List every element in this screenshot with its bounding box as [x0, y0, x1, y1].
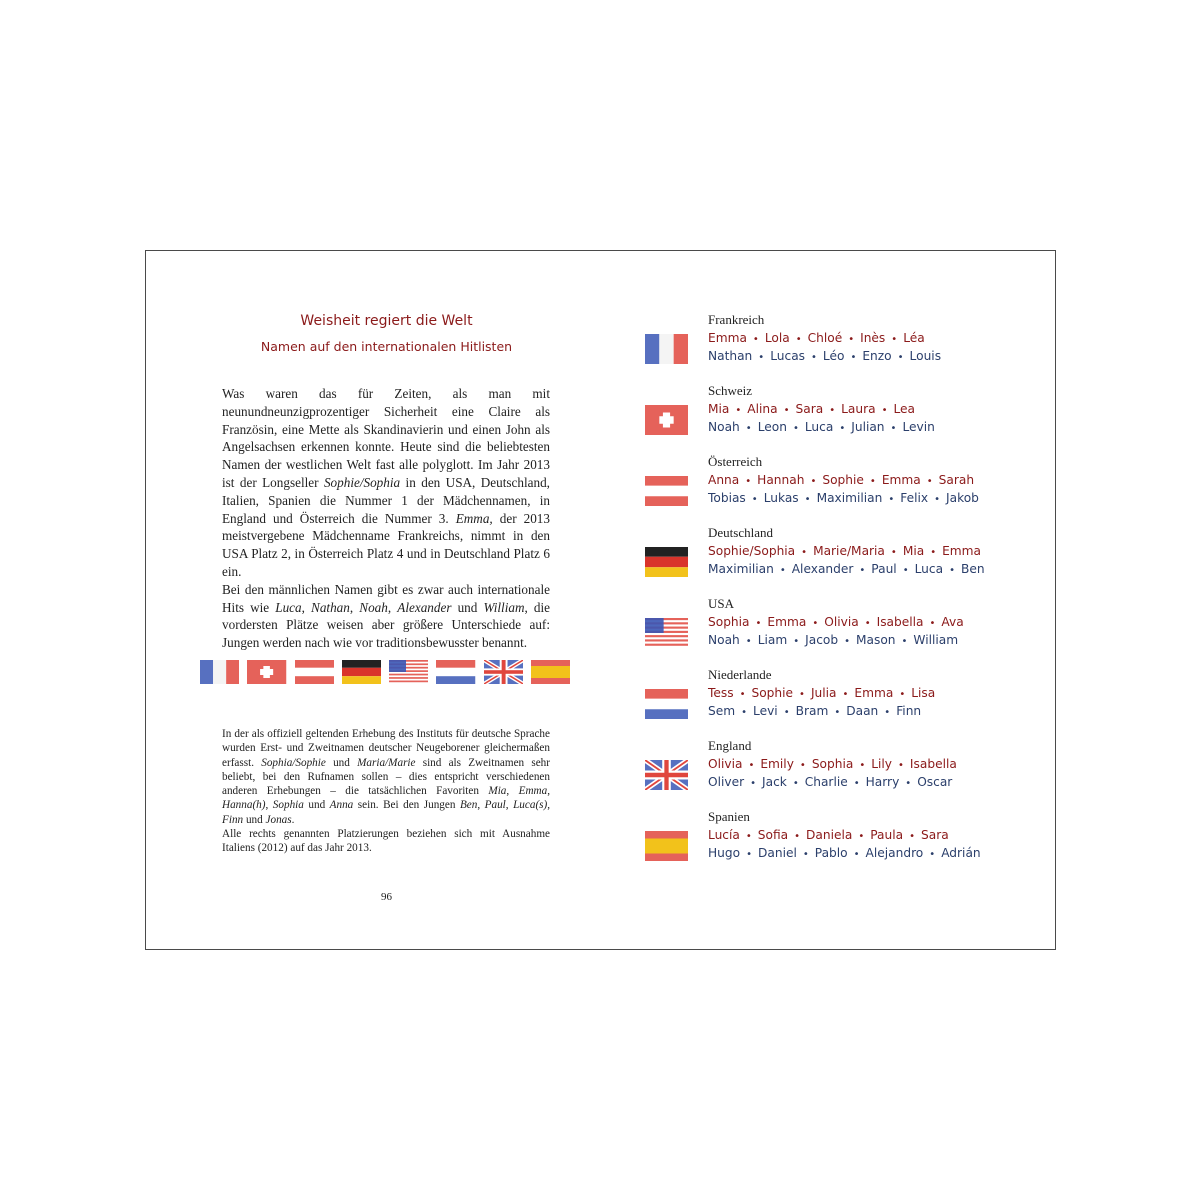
boy-name: Pablo: [814, 846, 848, 860]
separator-dot: •: [794, 831, 801, 842]
footnote-text: [222, 727, 550, 856]
girl-name: Emma: [881, 473, 921, 487]
separator-dot: •: [792, 778, 799, 789]
separator-dot: •: [890, 423, 897, 434]
boys-names: [708, 775, 952, 789]
country-name: Frankreich: [708, 312, 765, 327]
girl-name: Sarah: [938, 473, 975, 487]
girls-names: [708, 473, 974, 487]
separator-dot: •: [799, 760, 806, 771]
boy-name: Paul: [871, 562, 897, 576]
separator-dot: •: [897, 352, 904, 363]
boy-name: Louis: [909, 349, 942, 363]
separator-dot: •: [864, 618, 871, 629]
boy-name: Leon: [757, 420, 787, 434]
girl-name: Ava: [941, 615, 964, 629]
country-entry: [640, 312, 1040, 372]
page-number: 96: [381, 891, 392, 903]
separator-dot: •: [799, 689, 805, 700]
boy-name: Jakob: [946, 491, 979, 505]
germany-flag-icon: [645, 547, 688, 577]
paragraph-intro: Was waren das für Zeiten, als man mit neunundneunzigprozentiger Sicherheit eine Claire als Französin, eine Mette als Skandinavierin und einen John als Angelsachsen erkennen konnte. Heute sind die beliebtesten Namen der westlichen Welt fast alle polyglott. Im Jahr 2013 ist der Longseller Sophie/Sophia in den USA, Deutschland, Italien, Spanien die Nummer 1 der Mädchennamen, in England und Österreich die Nummer 3. Emma, der 2013 meistvergebene Mädchenname Frankreichs, nimmt in den USA Platz 2, in Österreich Platz 4 und in Deutschland Platz 6 ein.: [222, 386, 550, 579]
boy-name: Maximilian: [708, 562, 774, 576]
separator-dot: •: [902, 565, 909, 576]
girl-name: Isabella: [876, 615, 924, 629]
separator-dot: •: [891, 334, 898, 345]
girl-name: Lea: [893, 402, 916, 416]
country-entry: [640, 525, 1040, 585]
country-entry: [640, 454, 1040, 514]
boy-name: Tobias: [708, 491, 746, 505]
boy-name: Lukas: [763, 491, 799, 505]
separator-dot: •: [858, 831, 865, 842]
boy-name: Daniel: [758, 846, 797, 860]
boy-name: William: [913, 633, 959, 647]
separator-dot: •: [842, 689, 849, 700]
boy-name: Jack: [762, 775, 787, 789]
separator-dot: •: [850, 352, 857, 363]
girl-name: Lucía: [708, 828, 740, 842]
country-entry: [640, 809, 1040, 869]
girl-name: Sophia: [811, 757, 854, 771]
girl-name: Anna: [708, 473, 740, 487]
boys-names: [708, 846, 981, 860]
separator-dot: •: [829, 405, 836, 416]
page-title: Weisheit regiert die Welt: [300, 313, 473, 329]
separator-dot: •: [853, 778, 860, 789]
boy-name: Alejandro: [865, 846, 924, 860]
separator-dot: •: [901, 636, 908, 647]
separator-dot: •: [750, 778, 756, 789]
boy-name: Léo: [822, 349, 845, 363]
netherlands-flag-icon: [645, 689, 688, 719]
girl-name: Lola: [764, 331, 790, 345]
paragraph-note: Alle rechts genannten Platzierungen beziehen sich mit Ausnahme Italiens (2012) auf das Jahr 2013.: [222, 828, 550, 855]
separator-dot: •: [949, 565, 955, 576]
girl-name: Chloé: [807, 331, 843, 345]
boy-name: Lucas: [770, 349, 806, 363]
separator-dot: •: [745, 476, 752, 487]
country-name: England: [708, 738, 752, 753]
separator-dot: •: [859, 760, 866, 771]
country-name: Niederlande: [708, 667, 772, 682]
uk-flag-icon: [645, 760, 688, 790]
separator-dot: •: [930, 547, 937, 558]
separator-dot: •: [929, 618, 936, 629]
girl-name: Mia: [708, 402, 730, 416]
girls-names: [708, 757, 957, 771]
separator-dot: •: [745, 636, 752, 647]
separator-dot: •: [792, 423, 799, 434]
austria-flag-icon: [645, 476, 688, 506]
girl-name: Sophie/Sophia: [708, 544, 796, 558]
separator-dot: •: [844, 636, 850, 647]
boy-name: Oscar: [917, 775, 953, 789]
usa-flag-icon: [645, 618, 688, 648]
boy-name: Hugo: [708, 846, 741, 860]
boy-name: Alexander: [791, 562, 854, 576]
separator-dot: •: [899, 689, 906, 700]
netherlands-flag-icon: [436, 660, 475, 684]
separator-dot: •: [810, 476, 817, 487]
boy-name: Mason: [856, 633, 896, 647]
girl-name: Hannah: [757, 473, 805, 487]
boy-name: Daan: [846, 704, 879, 718]
boy-name: Sem: [708, 704, 736, 718]
separator-dot: •: [802, 849, 809, 860]
separator-dot: •: [783, 707, 790, 718]
separator-dot: •: [752, 334, 759, 345]
separator-dot: •: [909, 831, 916, 842]
girl-name: Isabella: [909, 757, 957, 771]
separator-dot: •: [748, 760, 755, 771]
separator-dot: •: [884, 707, 891, 718]
country-name: Deutschland: [708, 525, 773, 540]
boy-name: Ben: [960, 562, 985, 576]
boys-names: [708, 562, 985, 576]
boy-name: Luca: [914, 562, 944, 576]
girl-name: Julia: [810, 686, 837, 700]
girls-names: [708, 331, 925, 345]
boys-names: [708, 704, 921, 718]
austria-flag-icon: [295, 660, 334, 684]
boy-name: Noah: [708, 633, 740, 647]
usa-flag-icon: [389, 660, 428, 684]
boy-name: Nathan: [708, 349, 753, 363]
separator-dot: •: [853, 849, 860, 860]
country-name: Spanien: [708, 809, 750, 824]
girl-name: Lily: [871, 757, 893, 771]
flag-strip: [200, 660, 570, 690]
boy-name: Adrián: [941, 846, 981, 860]
separator-dot: •: [745, 423, 752, 434]
boy-name: Noah: [708, 420, 740, 434]
girls-names: [708, 544, 981, 558]
boy-name: Maximilian: [816, 491, 883, 505]
boy-name: Harry: [865, 775, 900, 789]
boy-name: Enzo: [862, 349, 892, 363]
spain-flag-icon: [645, 831, 688, 861]
girl-name: Sophie: [822, 473, 864, 487]
boy-name: Liam: [757, 633, 788, 647]
main-text: [222, 385, 550, 652]
girl-name: Emma: [942, 544, 982, 558]
girl-name: Laura: [841, 402, 876, 416]
boy-name: Julian: [851, 420, 885, 434]
girl-name: Emily: [760, 757, 794, 771]
separator-dot: •: [934, 494, 941, 505]
country-name: USA: [708, 596, 735, 611]
girl-name: Sara: [795, 402, 824, 416]
separator-dot: •: [926, 476, 933, 487]
page-subtitle: Namen auf den internationalen Hitlisten: [260, 339, 513, 354]
separator-dot: •: [746, 849, 752, 860]
country-entry: [640, 667, 1040, 727]
girl-name: Mia: [902, 544, 925, 558]
separator-dot: •: [745, 831, 752, 842]
girl-name: Daniela: [806, 828, 853, 842]
girls-names: [708, 828, 949, 842]
country-entry: [640, 383, 1040, 443]
girl-name: Marie/Maria: [813, 544, 885, 558]
boys-names: [708, 491, 979, 505]
girl-name: Sara: [921, 828, 949, 842]
separator-dot: •: [890, 547, 897, 558]
girl-name: Alina: [747, 402, 778, 416]
girl-name: Emma: [708, 331, 747, 345]
boy-name: Felix: [900, 491, 929, 505]
separator-dot: •: [869, 476, 876, 487]
separator-dot: •: [929, 849, 936, 860]
switzerland-flag-icon: [247, 660, 286, 684]
separator-dot: •: [735, 405, 742, 416]
boy-name: Jacob: [805, 633, 839, 647]
separator-dot: •: [793, 636, 800, 647]
boy-name: Oliver: [708, 775, 745, 789]
boys-names: [708, 633, 958, 647]
girl-name: Léa: [903, 331, 925, 345]
separator-dot: •: [834, 707, 841, 718]
girl-name: Olivia: [824, 615, 859, 629]
girls-names: [708, 686, 935, 700]
separator-dot: •: [795, 334, 802, 345]
boy-name: Luca: [804, 420, 834, 434]
separator-dot: •: [751, 494, 758, 505]
separator-dot: •: [739, 689, 746, 700]
girl-name: Emma: [854, 686, 894, 700]
separator-dot: •: [905, 778, 912, 789]
country-entry: [640, 738, 1040, 798]
girl-name: Sofia: [757, 828, 789, 842]
country-entry: [640, 596, 1040, 656]
france-flag-icon: [645, 334, 688, 364]
girls-names: [708, 615, 964, 629]
girl-name: Olivia: [708, 757, 743, 771]
switzerland-flag-icon: [645, 405, 688, 435]
separator-dot: •: [898, 760, 904, 771]
boys-names: [708, 349, 941, 363]
girls-names: [708, 402, 915, 416]
country-name: Österreich: [708, 454, 763, 469]
separator-dot: •: [783, 405, 790, 416]
paragraph-boys: Bei den männlichen Namen gibt es zwar auch internationale Hits wie Luca, Nathan, Noah, Alexander und William, die vordersten Plätze weisen aber größere Unterschiede auf: Jungen werden nach wie vor traditionsbewusster benannt.: [222, 581, 551, 651]
separator-dot: •: [779, 565, 786, 576]
separator-dot: •: [888, 494, 895, 505]
separator-dot: •: [839, 423, 846, 434]
girl-name: Lisa: [911, 686, 936, 700]
separator-dot: •: [758, 352, 765, 363]
girl-name: Sophie: [751, 686, 794, 700]
country-name: Schweiz: [708, 383, 753, 398]
paragraph-survey: In der als offiziell geltenden Erhebung des Instituts für deutsche Sprache wurden Erst- und Zweitnamen deutscher Neugeborener gleichermaßen erfasst. Sophia/Sophie und Maria/Marie sind als Zweitnamen sehr beliebt, bei den Rufnamen sollen – dies entspricht verschiedenen anderen Erhebungen – die tatsächlichen Favoriten Mia, Emma, Hanna(h), Sophia und Anna sein. Bei den Jungen Ben, Paul, Luca(s), Finn und Jonas.: [222, 728, 551, 826]
boy-name: Finn: [896, 704, 922, 718]
separator-dot: •: [848, 334, 855, 345]
girl-name: Tess: [708, 686, 734, 700]
separator-dot: •: [859, 565, 866, 576]
separator-dot: •: [801, 547, 808, 558]
separator-dot: •: [804, 494, 811, 505]
boys-names: [708, 420, 935, 434]
boy-name: Levin: [902, 420, 935, 434]
separator-dot: •: [741, 707, 748, 718]
separator-dot: •: [811, 352, 817, 363]
boy-name: Bram: [795, 704, 829, 718]
spain-flag-icon: [531, 660, 570, 684]
girl-name: Emma: [767, 615, 807, 629]
germany-flag-icon: [342, 660, 381, 684]
separator-dot: •: [812, 618, 819, 629]
boy-name: Charlie: [804, 775, 848, 789]
girl-name: Inès: [860, 331, 886, 345]
uk-flag-icon: [484, 660, 523, 684]
girl-name: Sophia: [708, 615, 750, 629]
boy-name: Levi: [753, 704, 778, 718]
separator-dot: •: [881, 405, 888, 416]
girl-name: Paula: [870, 828, 904, 842]
separator-dot: •: [755, 618, 762, 629]
france-flag-icon: [200, 660, 239, 684]
